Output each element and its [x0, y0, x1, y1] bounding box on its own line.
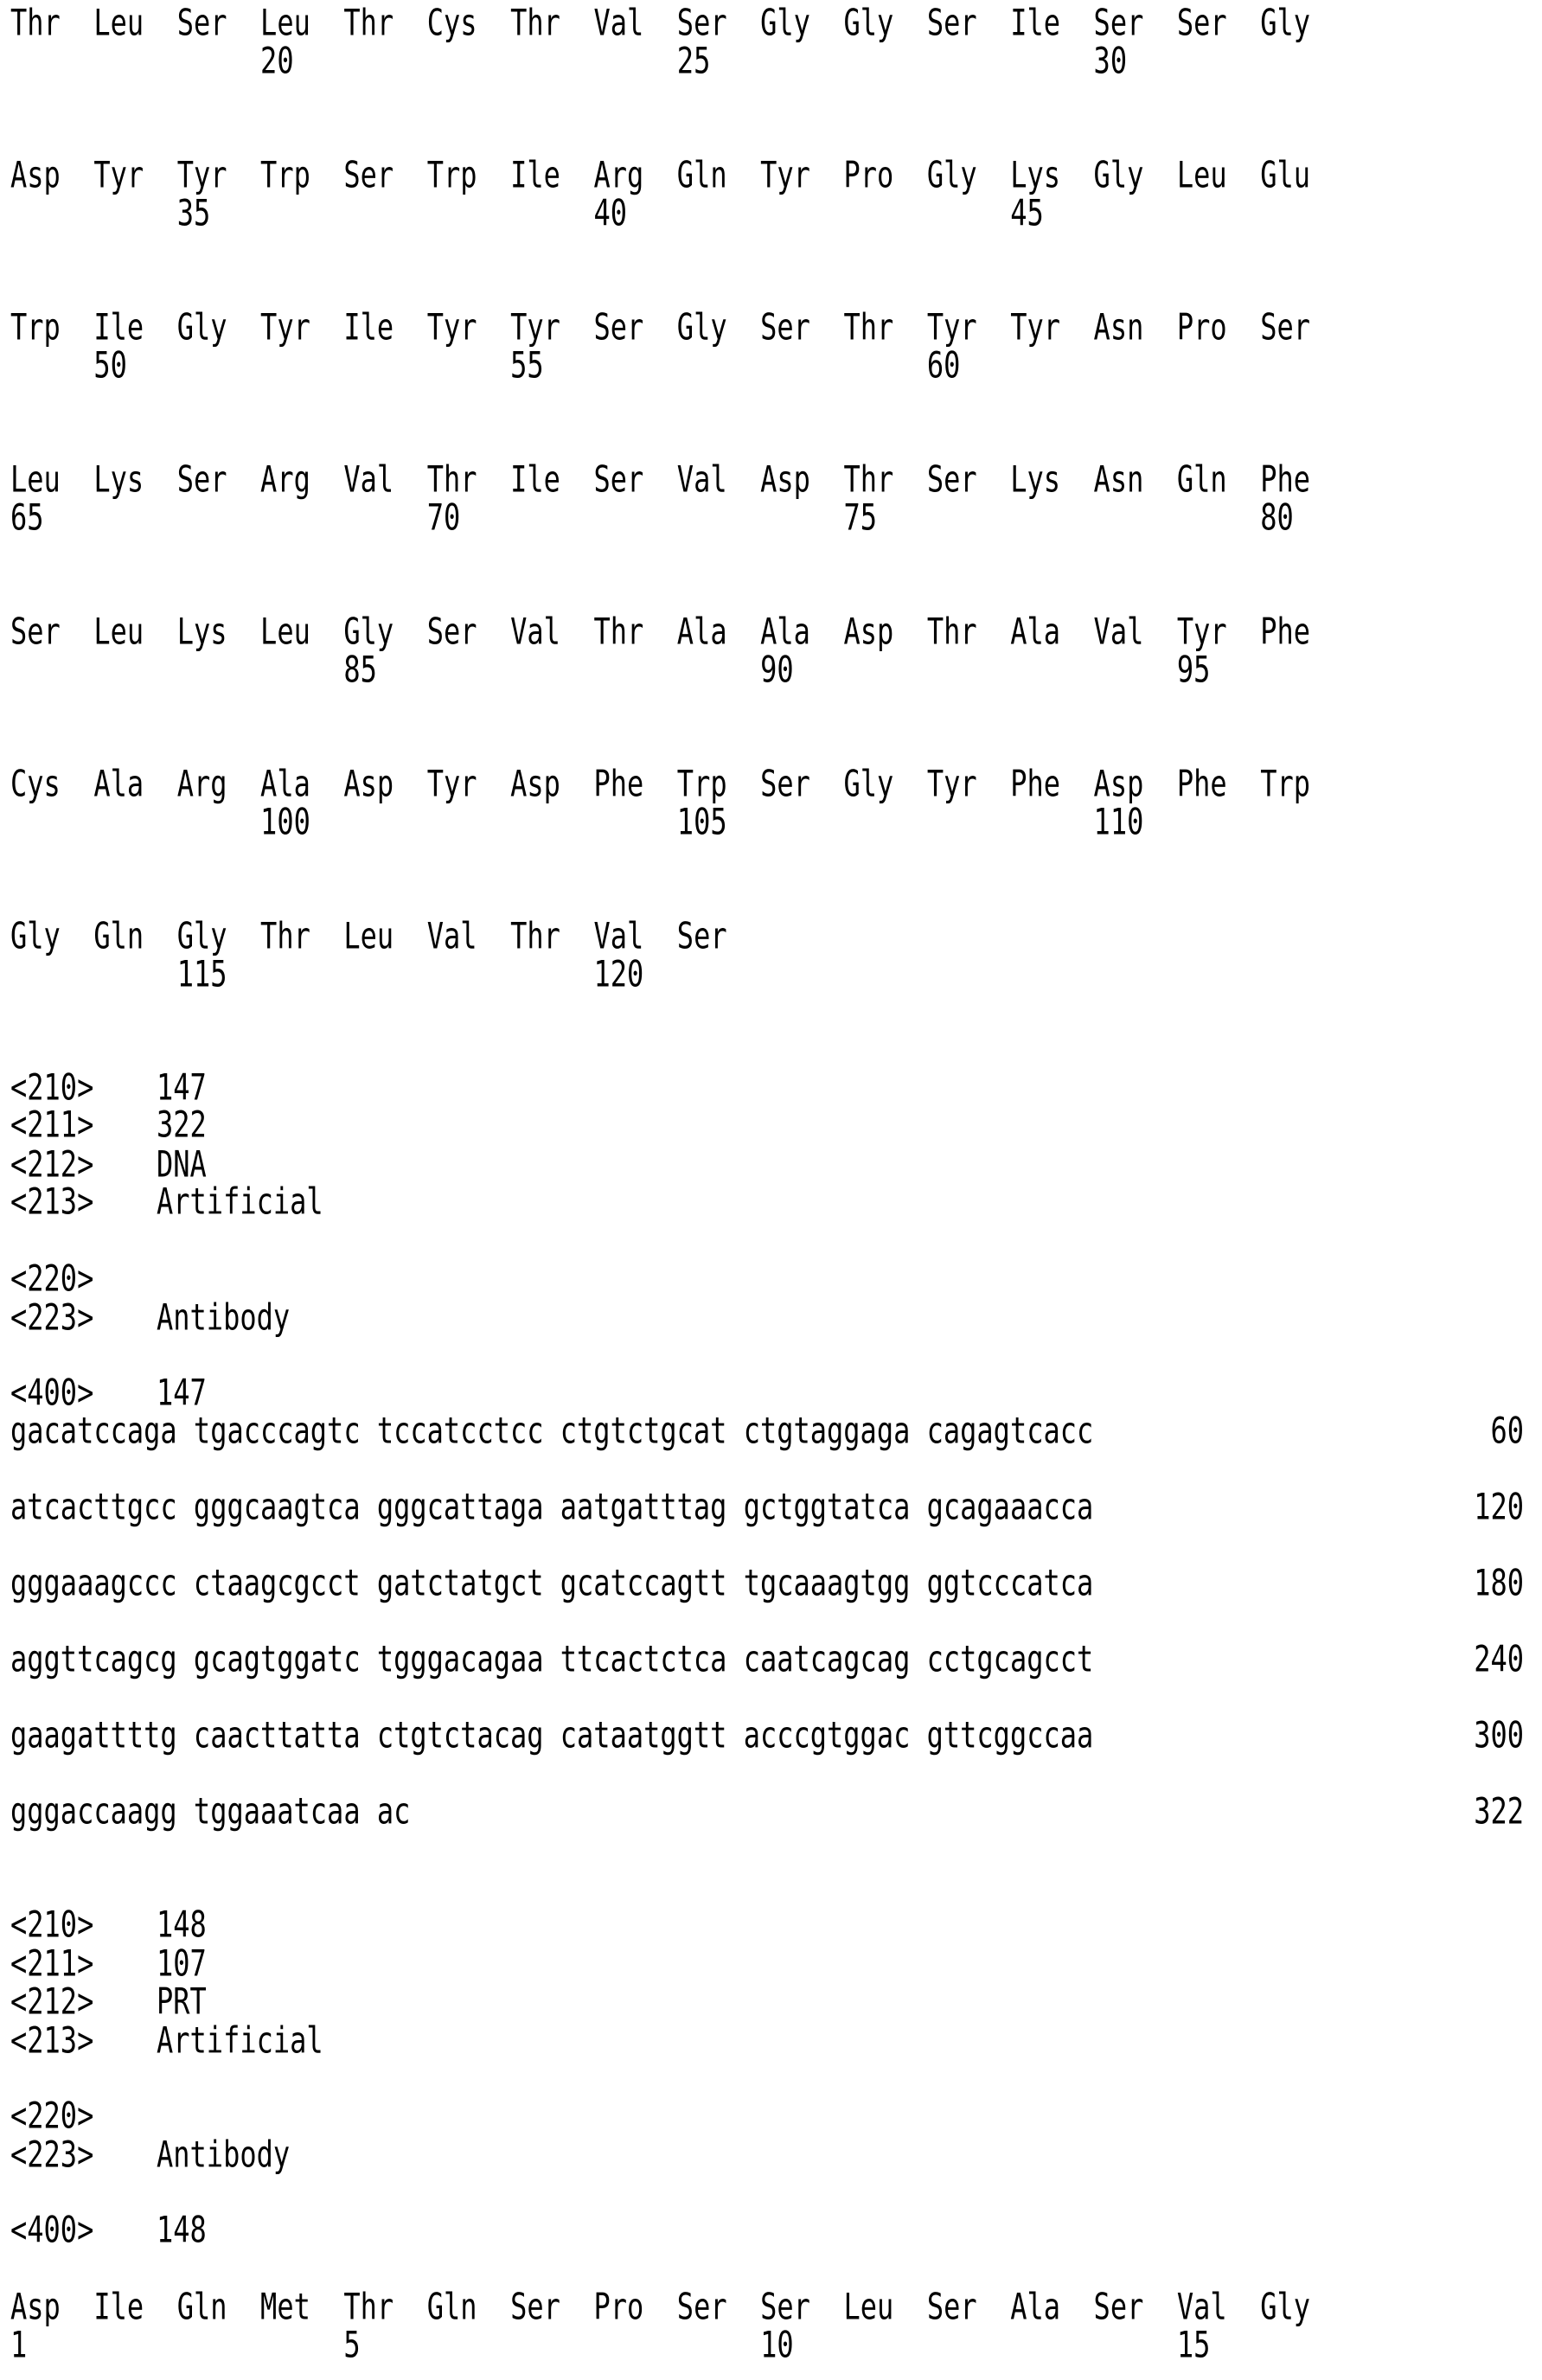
residue-number: 35 [177, 188, 211, 238]
residue: Asp [343, 758, 393, 809]
residue-number: 10 [760, 2319, 794, 2370]
residue: Asn [1094, 302, 1144, 352]
meta-value: Artificial [157, 2015, 323, 2065]
meta-value: DNA [157, 1139, 207, 1189]
residue: Phe [593, 758, 643, 809]
residue: Ser [677, 0, 727, 48]
residue-number: 105 [677, 797, 727, 847]
dna-sequence-line: aggttcagcg gcagtggatc tgggacagaa ttcactctca caatcagcag cctgcagcct [10, 1634, 1093, 1684]
residue: Asp [10, 2281, 61, 2332]
residue: Asp [760, 454, 810, 504]
residue: Arg [177, 758, 227, 809]
dna-sequence-line: gggaccaagg tggaaatcaa ac [10, 1786, 410, 1836]
residue: Arg [593, 150, 643, 200]
residue: Leu [93, 0, 144, 48]
residue-number: 30 [1094, 35, 1128, 86]
residue-number-line [10, 188, 1481, 238]
residue: Gly [927, 150, 977, 200]
residue-number: 120 [593, 949, 643, 999]
residue: Ser [927, 2281, 977, 2332]
residue: Gly [343, 606, 393, 656]
residue: Cys [10, 758, 61, 809]
dna-position: 240 [1474, 1634, 1524, 1684]
residue: Asn [1094, 454, 1144, 504]
meta-value: 148 [157, 1899, 207, 1949]
residue: Ile [93, 2281, 144, 2332]
residue: Gly [844, 0, 894, 48]
residue-number: 80 [1260, 492, 1294, 542]
residue: Lys [1010, 150, 1060, 200]
residue: Tyr [1177, 606, 1227, 656]
residue: Ala [1010, 606, 1060, 656]
residue: Lys [177, 606, 227, 656]
residue: Asp [510, 758, 560, 809]
residue: Val [510, 606, 560, 656]
residue: Ala [677, 606, 727, 656]
dna-sequence-line: gaagattttg caacttatta ctgtctacag cataatggtt acccgtggac gttcggccaa [10, 1710, 1093, 1760]
residue: Arg [260, 454, 310, 504]
meta-tag: <211> [10, 1938, 93, 1988]
residue: Thr [343, 0, 393, 48]
residue: Cys [427, 0, 477, 48]
meta-value: 322 [157, 1099, 207, 1149]
residue: Ser [1177, 0, 1227, 48]
meta-tag: <220> [10, 2090, 93, 2140]
meta-tag: <212> [10, 1139, 93, 1189]
residue: Tyr [510, 302, 560, 352]
meta-tag: <400> [10, 1367, 93, 1417]
meta-value: Antibody [157, 1292, 290, 1342]
residue: Ile [343, 302, 393, 352]
residue-number: 45 [1010, 188, 1044, 238]
residue: Ser [593, 302, 643, 352]
residue: Gly [1260, 0, 1310, 48]
residue: Ala [260, 758, 310, 809]
residue: Thr [844, 454, 894, 504]
residue: Leu [93, 606, 144, 656]
residue-number: 55 [510, 340, 544, 390]
meta-tag: <212> [10, 1976, 93, 2026]
residue: Asp [1094, 758, 1144, 809]
residue: Ala [1010, 2281, 1060, 2332]
residue: Ser [177, 454, 227, 504]
meta-tag: <210> [10, 1062, 93, 1112]
dna-sequence-line: gacatccaga tgacccagtc tccatcctcc ctgtctgcat ctgtaggaga cagagtcacc [10, 1405, 1093, 1456]
residue: Ser [1094, 0, 1144, 48]
residue: Gly [1094, 150, 1144, 200]
residue-number: 100 [260, 797, 310, 847]
residue: Tyr [1010, 302, 1060, 352]
residue: Pro [593, 2281, 643, 2332]
residue: Thr [593, 606, 643, 656]
dna-position: 60 [1490, 1405, 1524, 1456]
residue: Ser [427, 606, 477, 656]
residue: Val [593, 0, 643, 48]
residue-number: 90 [760, 644, 794, 694]
residue-number-line [10, 949, 1481, 999]
meta-tag: <213> [10, 2015, 93, 2065]
residue-number: 15 [1177, 2319, 1211, 2370]
residue: Gly [844, 758, 894, 809]
meta-tag: <210> [10, 1899, 93, 1949]
residue: Pro [844, 150, 894, 200]
meta-tag: <211> [10, 1099, 93, 1149]
residue: Leu [260, 606, 310, 656]
meta-tag: <213> [10, 1176, 93, 1226]
residue: Tyr [177, 150, 227, 200]
meta-line [10, 2015, 702, 2065]
residue: Thr [260, 911, 310, 961]
residue: Trp [677, 758, 727, 809]
residue: Gly [177, 302, 227, 352]
residue: Tyr [93, 150, 144, 200]
residue: Asp [844, 606, 894, 656]
residue: Tyr [760, 150, 810, 200]
residue: Phe [1260, 606, 1310, 656]
residue: Gly [760, 0, 810, 48]
residue: Gly [677, 302, 727, 352]
residue: Thr [510, 0, 560, 48]
residue: Ile [93, 302, 144, 352]
residue: Val [677, 454, 727, 504]
residue: Ala [760, 606, 810, 656]
dna-position: 120 [1474, 1481, 1524, 1532]
residue: Ile [1010, 0, 1060, 48]
residue: Ile [510, 454, 560, 504]
residue: Leu [260, 0, 310, 48]
residue-number: 5 [343, 2319, 360, 2370]
meta-value: Antibody [157, 2129, 290, 2179]
residue: Val [1177, 2281, 1227, 2332]
meta-line [10, 2129, 702, 2179]
meta-line [10, 1176, 702, 1226]
residue-number-line [10, 492, 1481, 542]
meta-tag: <223> [10, 2129, 93, 2179]
residue: Tyr [260, 302, 310, 352]
residue: Trp [260, 150, 310, 200]
residue: Tyr [427, 302, 477, 352]
residue: Trp [1260, 758, 1310, 809]
residue: Ser [760, 2281, 810, 2332]
residue: Gly [177, 911, 227, 961]
meta-line [10, 1292, 702, 1342]
residue: Gln [1177, 454, 1227, 504]
residue: Phe [1177, 758, 1227, 809]
residue: Leu [10, 454, 61, 504]
meta-value: 148 [157, 2204, 207, 2255]
residue: Trp [10, 302, 61, 352]
meta-value: PRT [157, 1976, 207, 2026]
dna-sequence-line: atcacttgcc gggcaagtca gggcattaga aatgatttag gctggtatca gcagaaacca [10, 1481, 1093, 1532]
residue: Ser [510, 2281, 560, 2332]
residue: Tyr [927, 302, 977, 352]
residue-number-line [10, 35, 1481, 86]
dna-position: 180 [1474, 1558, 1524, 1608]
residue-number-line [10, 797, 1481, 847]
residue: Val [343, 454, 393, 504]
residue: Val [427, 911, 477, 961]
residue: Ser [10, 606, 61, 656]
residue: Thr [927, 606, 977, 656]
residue: Leu [844, 2281, 894, 2332]
residue: Ser [677, 2281, 727, 2332]
meta-value: 147 [157, 1367, 207, 1417]
meta-value: Artificial [157, 1176, 323, 1226]
residue-number-line [10, 340, 1481, 390]
residue-number: 50 [93, 340, 127, 390]
residue: Thr [10, 0, 61, 48]
meta-tag: <220> [10, 1253, 93, 1303]
residue: Gln [677, 150, 727, 200]
residue: Pro [1177, 302, 1227, 352]
residue: Ser [1094, 2281, 1144, 2332]
residue-number: 75 [844, 492, 878, 542]
residue: Ser [760, 758, 810, 809]
meta-value: 107 [157, 1938, 207, 1988]
dna-sequence-line: gggaaagccc ctaagcgcct gatctatgct gcatccagtt tgcaaagtgg ggtcccatca [10, 1558, 1093, 1608]
residue: Ser [343, 150, 393, 200]
residue: Met [260, 2281, 310, 2332]
meta-line [10, 2204, 702, 2255]
residue-number-line [10, 644, 1481, 694]
residue-number: 1 [10, 2319, 27, 2370]
residue: Ser [760, 302, 810, 352]
residue: Ser [593, 454, 643, 504]
residue: Gly [1260, 2281, 1310, 2332]
dna-position: 322 [1474, 1786, 1524, 1836]
residue: Tyr [927, 758, 977, 809]
residue-number: 95 [1177, 644, 1211, 694]
residue: Gly [10, 911, 61, 961]
residue-number: 110 [1094, 797, 1144, 847]
residue: Lys [93, 454, 144, 504]
residue: Leu [343, 911, 393, 961]
residue: Ser [1260, 302, 1310, 352]
residue-number: 20 [260, 35, 294, 86]
residue: Gln [93, 911, 144, 961]
residue-number: 40 [593, 188, 627, 238]
residue: Tyr [427, 758, 477, 809]
residue: Ser [927, 454, 977, 504]
residue: Val [1094, 606, 1144, 656]
residue: Asp [10, 150, 61, 200]
residue: Thr [510, 911, 560, 961]
residue-number: 65 [10, 492, 44, 542]
residue: Ser [677, 911, 727, 961]
residue-number: 115 [177, 949, 227, 999]
residue: Val [593, 911, 643, 961]
residue-number: 25 [677, 35, 711, 86]
residue-number: 70 [427, 492, 461, 542]
residue-number: 60 [927, 340, 961, 390]
residue: Lys [1010, 454, 1060, 504]
residue: Thr [343, 2281, 393, 2332]
residue: Gln [427, 2281, 477, 2332]
residue: Phe [1260, 454, 1310, 504]
residue: Phe [1010, 758, 1060, 809]
residue-number-line [10, 2319, 1481, 2370]
meta-value: 147 [157, 1062, 207, 1112]
meta-tag: <223> [10, 1292, 93, 1342]
residue-number: 85 [343, 644, 377, 694]
residue: Thr [844, 302, 894, 352]
residue: Glu [1260, 150, 1310, 200]
residue: Ala [93, 758, 144, 809]
residue: Gln [177, 2281, 227, 2332]
dna-position: 300 [1474, 1710, 1524, 1760]
residue: Leu [1177, 150, 1227, 200]
meta-tag: <400> [10, 2204, 93, 2255]
residue: Ser [927, 0, 977, 48]
residue: Ile [510, 150, 560, 200]
residue: Ser [177, 0, 227, 48]
residue: Trp [427, 150, 477, 200]
residue: Thr [427, 454, 477, 504]
